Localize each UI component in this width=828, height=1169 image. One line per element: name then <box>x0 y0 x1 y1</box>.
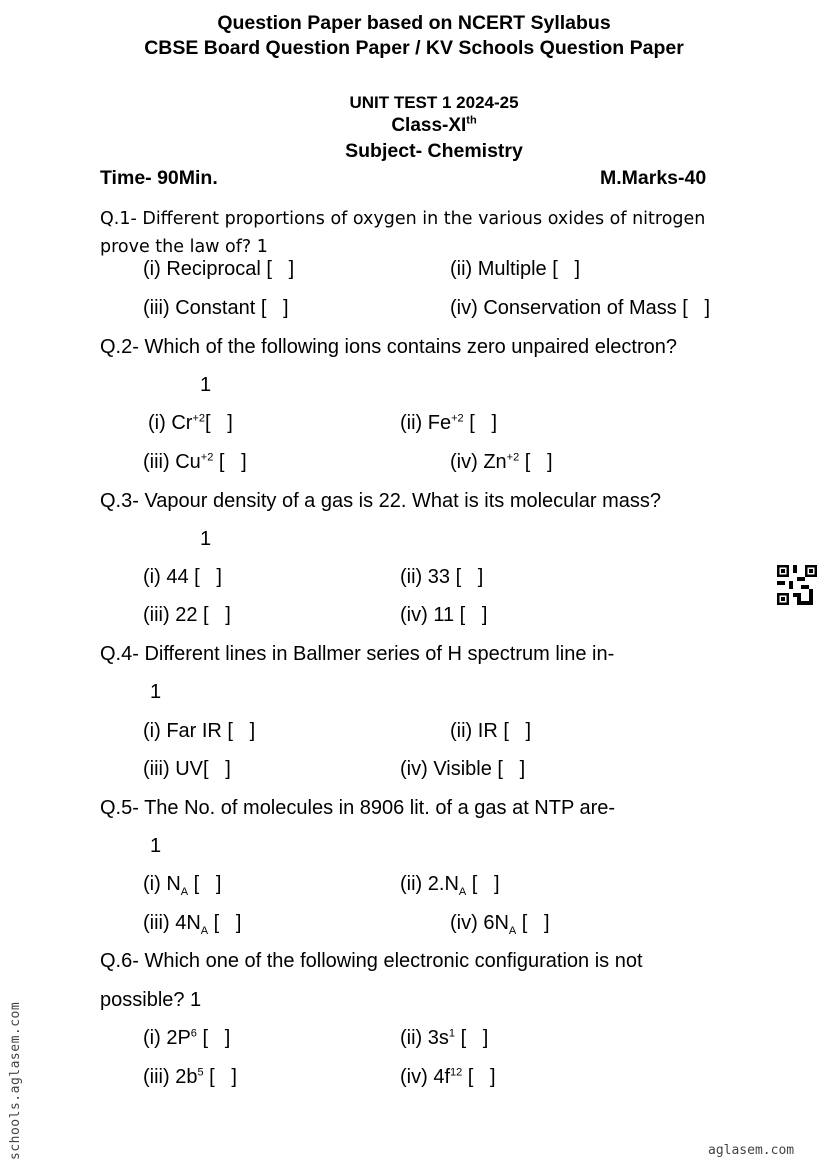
option-text: (ii) IR [ ] <box>450 720 532 742</box>
class-label <box>20 115 828 137</box>
question-text: Q.1- Different proportions of oxygen in the various oxides of nitrogen <box>100 209 706 229</box>
option-checkbox: [ ] <box>213 451 247 473</box>
option-checkbox: [ ] <box>519 451 553 473</box>
side-watermark: schools.aglasem.com <box>8 1001 23 1160</box>
qr-code-icon <box>777 565 817 605</box>
answer-option[interactable] <box>143 1066 237 1089</box>
option-text: (ii) Multiple [ ] <box>450 258 581 280</box>
unit-test-title: UNIT TEST 1 2024-25 <box>349 93 519 112</box>
option-text: (i) Far IR [ ] <box>143 720 256 742</box>
option-subscript: A <box>200 925 209 937</box>
option-text: (iv) Visible [ ] <box>400 758 526 780</box>
question-text: Q.4- Different lines in Ballmer series of H spectrum line in- <box>100 643 615 665</box>
option-text: (i) N <box>143 873 181 895</box>
max-marks-label: M.Marks-40 <box>600 167 707 189</box>
question-text-continued: possible? 1 <box>100 989 202 1011</box>
answer-option[interactable] <box>400 412 497 435</box>
option-text: (iii) 22 [ ] <box>143 604 231 626</box>
question-text: Q.2- Which of the following ions contains zero unpaired electron? <box>100 336 677 358</box>
option-checkbox: [ ] <box>208 912 242 934</box>
question-text-continued: 1 <box>200 528 212 550</box>
question-text-continued: 1 <box>150 835 162 857</box>
footer-watermark: aglasem.com <box>708 1143 795 1158</box>
question-text-continued: 1 <box>200 374 212 396</box>
answer-option[interactable] <box>450 297 710 320</box>
question-text: Q.3- Vapour density of a gas is 22. What is its molecular mass? <box>100 490 661 512</box>
answer-option[interactable] <box>400 873 500 896</box>
option-text: (ii) 3s <box>400 1027 449 1049</box>
option-checkbox: [ ] <box>466 873 500 895</box>
answer-option[interactable] <box>400 758 525 781</box>
question-text-continued: 1 <box>150 681 162 703</box>
option-text: (iv) 6N <box>450 912 509 934</box>
option-checkbox: [ ] <box>455 1027 489 1049</box>
option-checkbox: [ ] <box>516 912 550 934</box>
answer-option[interactable] <box>143 258 294 281</box>
option-text: (iv) 11 [ ] <box>400 604 488 626</box>
class-text: Class-XI <box>391 115 467 136</box>
option-subscript: A <box>458 886 467 898</box>
option-superscript: 12 <box>450 1066 463 1079</box>
option-subscript: A <box>508 925 517 937</box>
answer-option[interactable] <box>143 873 221 896</box>
answer-option[interactable] <box>143 297 289 320</box>
answer-option[interactable] <box>143 451 247 474</box>
option-text: (i) 44 [ ] <box>143 566 222 588</box>
answer-option[interactable] <box>450 720 531 743</box>
option-superscript: +2 <box>192 412 205 425</box>
option-text: (iii) Cu <box>143 451 201 473</box>
option-superscript: 5 <box>197 1066 204 1079</box>
answer-option[interactable] <box>143 1027 230 1050</box>
option-text: (iii) Constant [ ] <box>143 297 289 319</box>
option-checkbox: [ ] <box>203 1066 237 1088</box>
answer-option[interactable] <box>450 258 580 281</box>
answer-option[interactable] <box>450 912 550 935</box>
answer-option[interactable] <box>400 566 483 589</box>
answer-option[interactable] <box>143 912 241 935</box>
option-text: (iii) 4N <box>143 912 201 934</box>
answer-option[interactable] <box>400 604 487 627</box>
option-text: (i) Cr <box>148 412 193 434</box>
option-text: (iv) 4f <box>400 1066 450 1088</box>
answer-option[interactable] <box>148 412 233 435</box>
header-line-1: Question Paper based on NCERT Syllabus <box>217 12 611 34</box>
answer-option[interactable] <box>143 720 255 743</box>
answer-option[interactable] <box>400 1027 488 1050</box>
question-text: Q.6- Which one of the following electronic configuration is not <box>100 950 643 972</box>
answer-option[interactable] <box>450 451 553 474</box>
option-superscript: 6 <box>190 1027 197 1040</box>
question-text-continued: prove the law of? 1 <box>100 237 268 257</box>
option-checkbox: [ ] <box>463 412 497 434</box>
option-text: (iii) UV[ ] <box>143 758 231 780</box>
option-text: (iv) Conservation of Mass [ ] <box>450 297 711 319</box>
option-text: (iv) Zn <box>450 451 507 473</box>
time-label: Time- 90Min. <box>100 167 218 189</box>
option-superscript: +2 <box>200 451 214 464</box>
option-superscript: 1 <box>448 1027 456 1040</box>
option-text: (ii) 2.N <box>400 873 459 895</box>
option-text: (i) Reciprocal [ ] <box>143 258 295 280</box>
option-text: (ii) Fe <box>400 412 452 434</box>
option-text: (i) 2P <box>143 1027 191 1049</box>
option-checkbox: [ ] <box>204 412 233 434</box>
question-text: Q.5- The No. of molecules in 8906 lit. of a gas at NTP are- <box>100 797 616 819</box>
option-superscript: +2 <box>506 451 520 464</box>
answer-option[interactable] <box>400 1066 496 1089</box>
class-sup: th <box>466 114 477 127</box>
option-subscript: A <box>180 886 189 898</box>
header-line-2: CBSE Board Question Paper / KV Schools Question Paper <box>144 37 684 59</box>
option-superscript: +2 <box>451 412 464 425</box>
answer-option[interactable] <box>143 758 231 781</box>
answer-option[interactable] <box>143 604 231 627</box>
answer-option[interactable] <box>143 566 222 589</box>
option-checkbox: [ ] <box>196 1027 231 1049</box>
subject-label: Subject- Chemistry <box>345 140 523 162</box>
option-text: (ii) 33 [ ] <box>400 566 484 588</box>
option-checkbox: [ ] <box>462 1066 496 1088</box>
option-checkbox: [ ] <box>188 873 222 895</box>
option-text: (iii) 2b <box>143 1066 198 1088</box>
